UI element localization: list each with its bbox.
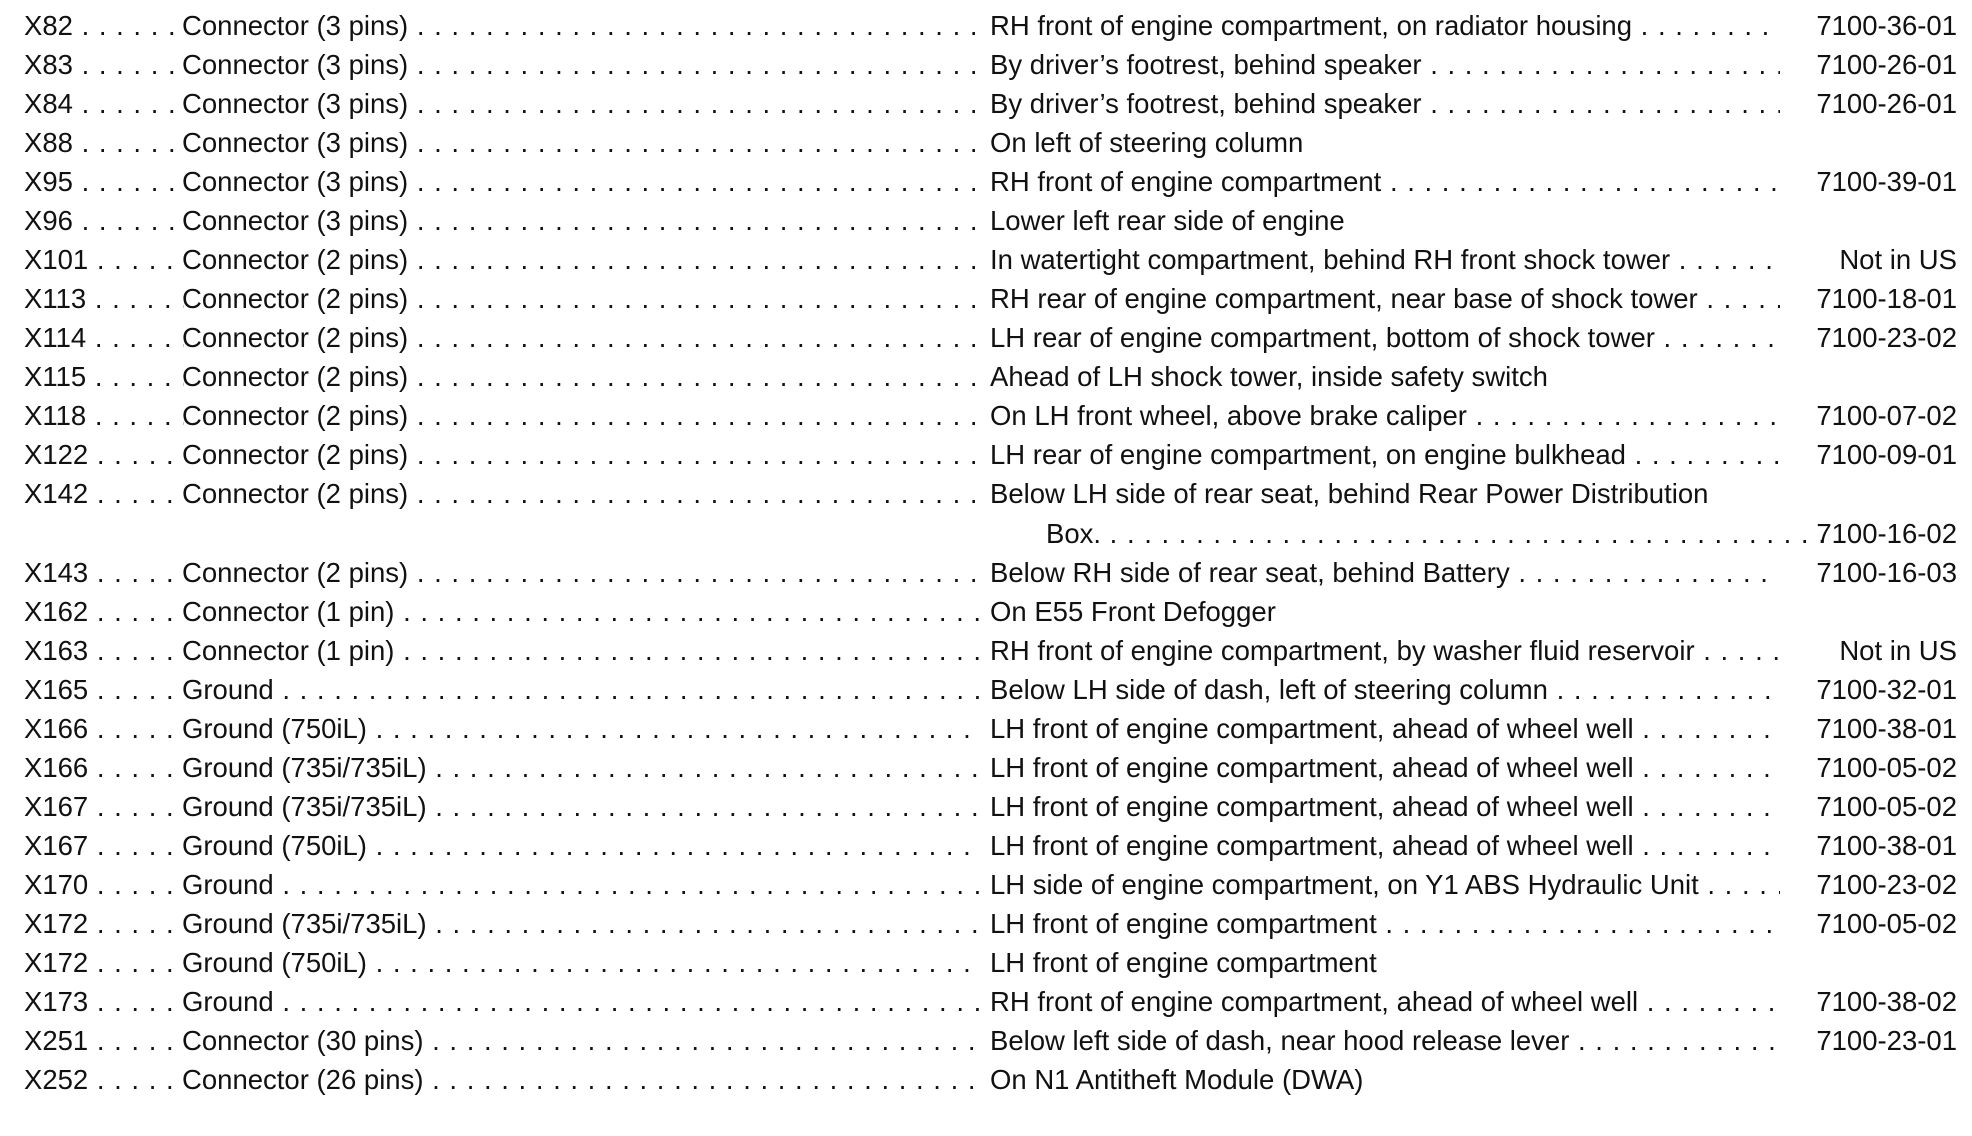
location-description: On left of steering column [990, 127, 1304, 158]
table-row [0, 162, 1972, 202]
diagram-reference: 7100-05-02 [1816, 908, 1957, 939]
location-description: LH front of engine compartment, ahead of wheel well . . . [990, 748, 1780, 788]
component-type: Connector (1 pin) . . . [182, 631, 982, 671]
part-id: X84 . . . [24, 84, 184, 124]
table-row [0, 865, 1972, 905]
component-type: Connector (2 pins) . . . [182, 279, 982, 319]
component-type: Ground (735i/735iL) . . . [182, 748, 982, 788]
part-id: X163 . . . [24, 631, 184, 671]
part-id: X166 . . . [24, 748, 184, 788]
diagram-reference [1800, 1060, 1957, 1100]
location-description: Box. . . . [990, 514, 1836, 554]
location-description: Lower left rear side of engine [990, 205, 1345, 236]
table-row [0, 201, 1972, 241]
part-id [24, 514, 184, 554]
location-description: LH front of engine compartment, ahead of wheel well . . . [990, 709, 1780, 749]
component-type: Ground . . . [182, 670, 982, 710]
diagram-reference [1800, 201, 1957, 241]
location-description: By driver’s footrest, behind speaker . . . [990, 45, 1780, 85]
table-row [0, 45, 1972, 85]
table-row [0, 396, 1972, 436]
part-id: X165 . . . [24, 670, 184, 710]
location-description: Below LH side of rear seat, behind Rear Power Distribution [990, 478, 1709, 509]
component-type: Connector (2 pins) . . . [182, 474, 982, 514]
diagram-reference: 7100-23-02 [1816, 869, 1957, 900]
table-row [0, 1021, 1972, 1061]
component-type: Connector (3 pins) . . . [182, 201, 982, 241]
table-row [0, 787, 1972, 827]
component-type: Connector (2 pins) . . . [182, 435, 982, 475]
component-type: Connector (3 pins) . . . [182, 45, 982, 85]
diagram-reference: 7100-38-02 [1816, 986, 1957, 1017]
table-row [0, 631, 1972, 671]
location-description: Below RH side of rear seat, behind Battery . . . [990, 553, 1780, 593]
component-type: Connector (2 pins) . . . [182, 240, 982, 280]
part-id: X113 . . . [24, 279, 184, 319]
table-row [0, 474, 1972, 514]
table-row [0, 748, 1972, 788]
diagram-reference: 7100-23-01 [1816, 1025, 1957, 1056]
table-row [0, 435, 1972, 475]
location-description: RH rear of engine compartment, near base of shock tower . . . [990, 279, 1780, 319]
location-description: LH front of engine compartment, ahead of wheel well . . . [990, 826, 1780, 866]
diagram-reference: 7100-39-01 [1816, 166, 1957, 197]
part-id: X142 . . . [24, 474, 184, 514]
location-description: RH front of engine compartment, on radiator housing . . . [990, 6, 1780, 46]
component-type: Ground (735i/735iL) . . . [182, 787, 982, 827]
location-description: On LH front wheel, above brake caliper . . . [990, 396, 1780, 436]
diagram-reference: 7100-18-01 [1816, 283, 1957, 314]
location-description: LH front of engine compartment . . . [990, 904, 1780, 944]
diagram-reference: 7100-23-02 [1816, 322, 1957, 353]
component-type: Connector (2 pins) . . . [182, 357, 982, 397]
diagram-reference [1800, 943, 1957, 983]
component-type: Connector (3 pins) . . . [182, 84, 982, 124]
diagram-reference [1800, 123, 1957, 163]
location-description: RH front of engine compartment, ahead of wheel well . . . [990, 982, 1780, 1022]
part-id: X170 . . . [24, 865, 184, 905]
location-description: In watertight compartment, behind RH front shock tower . . . [990, 240, 1780, 280]
table-row [0, 240, 1972, 280]
part-id: X167 . . . [24, 826, 184, 866]
part-id: X166 . . . [24, 709, 184, 749]
table-row [0, 670, 1972, 710]
diagram-reference: 7100-38-01 [1816, 713, 1957, 744]
table-row [0, 123, 1972, 163]
part-id: X162 . . . [24, 592, 184, 632]
component-type: Ground (750iL) . . . [182, 826, 982, 866]
component-type: Ground (750iL) . . . [182, 943, 982, 983]
table-row [0, 592, 1972, 632]
component-type: Ground . . . [182, 865, 982, 905]
diagram-reference: 7100-16-02 [1816, 518, 1957, 549]
component-type: Ground (750iL) . . . [182, 709, 982, 749]
diagram-reference: 7100-07-02 [1816, 400, 1957, 431]
component-type: Connector (26 pins) . . . [182, 1060, 982, 1100]
table-row [0, 84, 1972, 124]
diagram-reference: 7100-32-01 [1816, 674, 1957, 705]
location-description: RH front of engine compartment . . . [990, 162, 1780, 202]
component-type: Connector (3 pins) . . . [182, 123, 982, 163]
location-description: Ahead of LH shock tower, inside safety switch [990, 361, 1548, 392]
diagram-reference: 7100-09-01 [1816, 439, 1957, 470]
part-id: X251 . . . [24, 1021, 184, 1061]
location-description: Below left side of dash, near hood release lever . . . [990, 1021, 1780, 1061]
part-id: X83 . . . [24, 45, 184, 85]
table-row [0, 709, 1972, 749]
component-type: Connector (3 pins) . . . [182, 162, 982, 202]
part-id: X172 . . . [24, 943, 184, 983]
component-type: Connector (3 pins) . . . [182, 6, 982, 46]
part-id: X143 . . . [24, 553, 184, 593]
location-description: LH rear of engine compartment, bottom of shock tower . . . [990, 318, 1780, 358]
component-type: Connector (2 pins) . . . [182, 553, 982, 593]
diagram-reference: 7100-38-01 [1816, 830, 1957, 861]
part-id: X252 . . . [24, 1060, 184, 1100]
component-type: Connector (30 pins) . . . [182, 1021, 982, 1061]
part-id: X118 . . . [24, 396, 184, 436]
diagram-reference: Not in US [1839, 244, 1957, 275]
component-type [182, 514, 982, 554]
location-description: LH side of engine compartment, on Y1 ABS Hydraulic Unit . . . [990, 865, 1780, 905]
part-id: X101 . . . [24, 240, 184, 280]
component-type: Connector (2 pins) . . . [182, 318, 982, 358]
location-description: RH front of engine compartment, by washer fluid reservoir . . . [990, 631, 1780, 671]
part-id: X82 . . . [24, 6, 184, 46]
part-id: X172 . . . [24, 904, 184, 944]
component-type: Connector (1 pin) . . . [182, 592, 982, 632]
part-id: X95 . . . [24, 162, 184, 202]
diagram-reference [1800, 357, 1957, 397]
table-row [0, 6, 1972, 46]
location-description: By driver’s footrest, behind speaker . . . [990, 84, 1780, 124]
table-row [0, 904, 1972, 944]
table-row [0, 826, 1972, 866]
table-row [0, 279, 1972, 319]
component-type: Connector (2 pins) . . . [182, 396, 982, 436]
location-description: On N1 Antitheft Module (DWA) [990, 1064, 1364, 1095]
component-type: Ground . . . [182, 982, 982, 1022]
table-row [0, 1060, 1972, 1100]
location-description: LH front of engine compartment [990, 947, 1377, 978]
location-description: LH front of engine compartment, ahead of wheel well . . . [990, 787, 1780, 827]
component-type: Ground (735i/735iL) . . . [182, 904, 982, 944]
location-description: On E55 Front Defogger [990, 596, 1276, 627]
table-row [0, 514, 1972, 554]
part-id: X115 . . . [24, 357, 184, 397]
part-id: X173 . . . [24, 982, 184, 1022]
diagram-reference: 7100-26-01 [1816, 88, 1957, 119]
location-description: LH rear of engine compartment, on engine bulkhead . . . [990, 435, 1780, 475]
diagram-reference: 7100-05-02 [1816, 791, 1957, 822]
location-description: Below LH side of dash, left of steering column . . . [990, 670, 1780, 710]
table-row [0, 943, 1972, 983]
part-id: X122 . . . [24, 435, 184, 475]
table-row [0, 553, 1972, 593]
diagram-reference: 7100-36-01 [1816, 10, 1957, 41]
table-row [0, 982, 1972, 1022]
part-id: X114 . . . [24, 318, 184, 358]
part-id: X167 . . . [24, 787, 184, 827]
part-id: X96 . . . [24, 201, 184, 241]
diagram-reference: 7100-16-03 [1816, 557, 1957, 588]
part-id: X88 . . . [24, 123, 184, 163]
diagram-reference [1800, 592, 1957, 632]
diagram-reference: 7100-26-01 [1816, 49, 1957, 80]
table-row [0, 318, 1972, 358]
table-row [0, 357, 1972, 397]
diagram-reference: 7100-05-02 [1816, 752, 1957, 783]
diagram-reference: Not in US [1839, 635, 1957, 666]
diagram-reference [1800, 474, 1957, 514]
